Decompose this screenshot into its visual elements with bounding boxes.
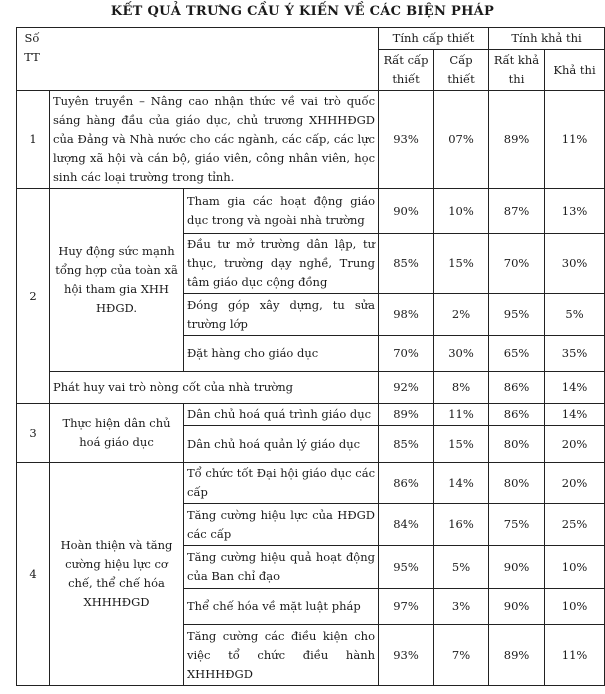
table-row — [17, 189, 605, 234]
table-row — [17, 463, 605, 504]
content-cell: Thể chế hóa về mặt luật pháp — [184, 589, 379, 625]
value-cell: 14% — [545, 372, 605, 404]
value-cell: 3% — [434, 589, 489, 625]
value-cell: 14% — [545, 404, 605, 426]
value-cell: 90% — [379, 189, 434, 234]
stt-cell: 4 — [17, 463, 50, 686]
value-cell: 75% — [489, 504, 545, 546]
value-cell: 70% — [379, 336, 434, 372]
value-cell: 80% — [489, 463, 545, 504]
content-cell: Tăng cường hiệu quả hoạt động của Ban chỉ đạo — [184, 546, 379, 589]
table-row — [17, 372, 605, 404]
value-cell: 20% — [545, 426, 605, 463]
value-cell: 93% — [379, 91, 434, 189]
header-very-necessary: Rất cấp thiết — [379, 50, 434, 91]
value-cell: 89% — [489, 91, 545, 189]
header-necessary: Cấp thiết — [434, 50, 489, 91]
stt-cell: 3 — [17, 404, 50, 463]
value-cell: 97% — [379, 589, 434, 625]
value-cell: 93% — [379, 625, 434, 686]
header-stt: Số TT — [24, 31, 40, 64]
value-cell: 92% — [379, 372, 434, 404]
content-cell: Dân chủ hoá quản lý giáo dục — [184, 426, 379, 463]
content-cell: Đóng góp xây dựng, tu sửa trường lớp — [184, 294, 379, 336]
content-cell: Dân chủ hoá quá trình giáo dục — [184, 404, 379, 426]
value-cell: 15% — [434, 426, 489, 463]
value-cell: 5% — [545, 294, 605, 336]
group-cell: Thực hiện dân chủ hoá giáo dục — [50, 404, 184, 463]
value-cell: 11% — [545, 625, 605, 686]
value-cell: 10% — [545, 589, 605, 625]
value-cell: 8% — [434, 372, 489, 404]
value-cell: 5% — [434, 546, 489, 589]
content-cell: Đầu tư mở trường dân lập, tư thục, trường dạy nghề, Trung tâm giáo dục cộng đồng — [184, 234, 379, 294]
value-cell: 10% — [545, 546, 605, 589]
value-cell: 86% — [489, 404, 545, 426]
value-cell: 85% — [379, 426, 434, 463]
value-cell: 98% — [379, 294, 434, 336]
value-cell: 70% — [489, 234, 545, 294]
value-cell: 15% — [434, 234, 489, 294]
value-cell: 11% — [434, 404, 489, 426]
content-cell: Tăng cường các điều kiện cho việc tổ chức điều hành XHHHĐGD — [184, 625, 379, 686]
value-cell: 90% — [489, 546, 545, 589]
survey-table — [16, 27, 605, 686]
value-cell: 87% — [489, 189, 545, 234]
value-cell: 35% — [545, 336, 605, 372]
page-title: KẾT QUẢ TRƯNG CẦU Ý KIẾN VỀ CÁC BIỆN PHÁP — [110, 4, 495, 19]
value-cell: 95% — [489, 294, 545, 336]
value-cell: 86% — [489, 372, 545, 404]
value-cell: 7% — [434, 625, 489, 686]
value-cell: 20% — [545, 463, 605, 504]
content-cell: Tổ chức tốt Đại hội giáo dục các cấp — [184, 463, 379, 504]
header-feasibility: Tính khả thi — [489, 28, 605, 50]
header-very-feasible: Rất khả thi — [489, 50, 545, 91]
group-cell: Huy động sức mạnh tổng hợp của toàn xã hội tham gia XHH HĐGD. — [50, 189, 184, 372]
table-row — [17, 404, 605, 426]
value-cell: 16% — [434, 504, 489, 546]
value-cell: 07% — [434, 91, 489, 189]
value-cell: 89% — [379, 404, 434, 426]
value-cell: 90% — [489, 589, 545, 625]
table-row — [17, 91, 605, 189]
stt-cell: 1 — [17, 91, 50, 189]
value-cell: 89% — [489, 625, 545, 686]
group-cell: Hoàn thiện và tăng cường hiệu lực cơ chế, thể chế hóa XHHHĐGD — [50, 463, 184, 686]
value-cell: 11% — [545, 91, 605, 189]
value-cell: 65% — [489, 336, 545, 372]
value-cell: 86% — [379, 463, 434, 504]
content-cell: Đặt hàng cho giáo dục — [184, 336, 379, 372]
header-necessity: Tính cấp thiết — [379, 28, 489, 50]
value-cell: 30% — [434, 336, 489, 372]
value-cell: 25% — [545, 504, 605, 546]
content-cell: Phát huy vai trò nòng cốt của nhà trường — [50, 372, 379, 404]
content-cell: Tuyên truyền – Nâng cao nhận thức về vai trò quốc sáng hàng đầu của giáo dục, chủ trương XHHHĐGD của Đảng và Nhà nước cho các ngành, các cấp, các lực lượng xã hội và cán bộ, giáo viên, công nhân viên, học sinh các loại trường trong tỉnh. — [50, 91, 379, 189]
value-cell: 84% — [379, 504, 434, 546]
value-cell: 30% — [545, 234, 605, 294]
value-cell: 2% — [434, 294, 489, 336]
value-cell: 10% — [434, 189, 489, 234]
value-cell: 14% — [434, 463, 489, 504]
content-cell: Tăng cường hiệu lực của HĐGD các cấp — [184, 504, 379, 546]
header-feasible: Khả thi — [545, 50, 605, 91]
value-cell: 13% — [545, 189, 605, 234]
header-row — [17, 28, 605, 50]
content-cell: Tham gia các hoạt động giáo dục trong và ngoài nhà trường — [184, 189, 379, 234]
header-stt-cell — [17, 28, 379, 91]
value-cell: 80% — [489, 426, 545, 463]
value-cell: 95% — [379, 546, 434, 589]
stt-cell: 2 — [17, 189, 50, 404]
value-cell: 85% — [379, 234, 434, 294]
